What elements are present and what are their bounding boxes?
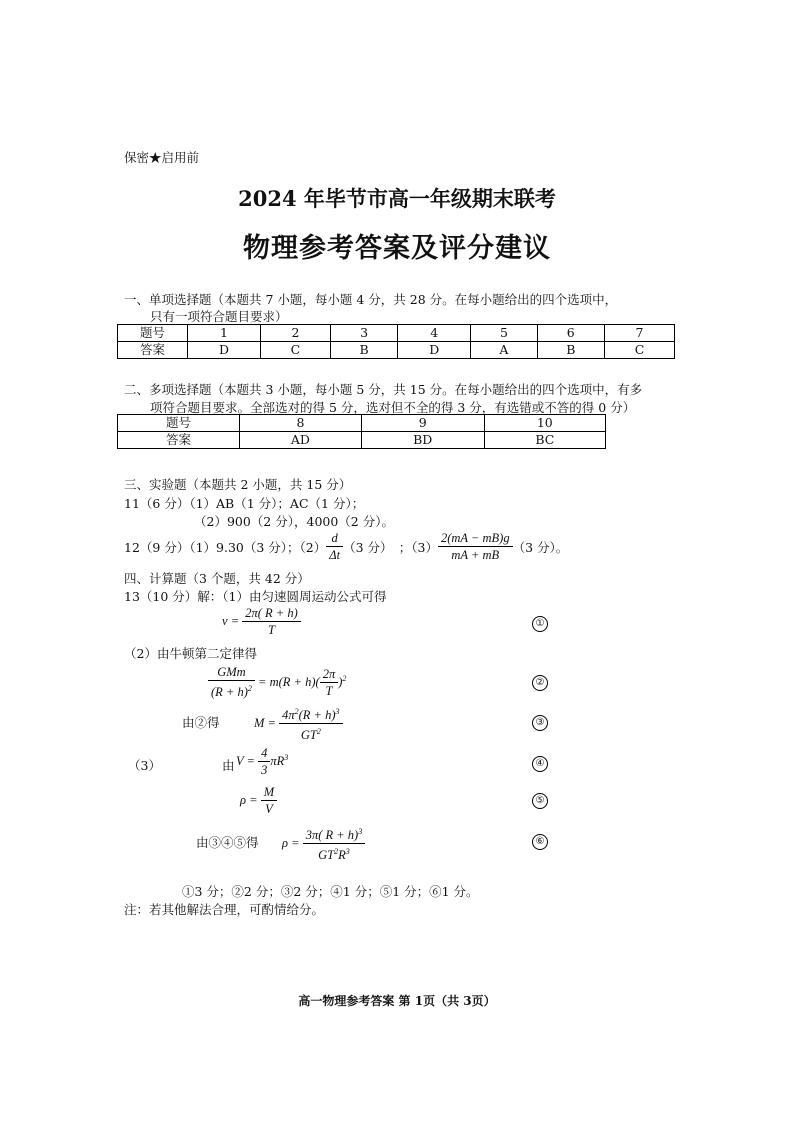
question-number: 1 [188,325,261,342]
q12-line [124,530,568,563]
fraction-denominator: mA + mB [451,548,500,562]
question-number: 4 [398,325,471,342]
equation-mark: ② [532,675,548,691]
from-eq345-label: 由③④⑤得 [196,835,259,850]
section2-heading: 二、多项选择题（本题共 3 小题，每小题 5 分，共 15 分。在每小题给出的四个选项中，有多 [124,382,643,397]
answer-cell: A [471,342,537,359]
confidential-label: 保密★启用前 [124,150,200,165]
q12-suffix: （3 分）。 [512,539,569,555]
table-row [118,325,675,342]
section2-heading-cont: 项符合题目要求。全部选对的得 5 分，选对但不全的得 3 分，有选错或不答的得 0 分） [150,400,636,415]
section3-heading: 三、实验题（本题共 2 小题，共 15 分） [124,477,352,492]
question-number: 7 [604,325,674,342]
q12-mid: （3 分） ；（3） [343,539,438,555]
section1-heading-cont: 只有一项符合题目要求） [150,309,288,324]
table-row [118,415,606,432]
answer-cell: C [260,342,330,359]
q11-line1: 11（6 分）（1）AB（1 分）；AC（1 分）； [124,496,365,511]
section4-heading: 四、计算题（3 个题，共 42 分） [124,571,310,586]
answer-cell: C [604,342,674,359]
answer-cell: B [330,342,397,359]
question-number: 6 [537,325,604,342]
question-number: 2 [260,325,330,342]
equation-velocity: v = $\frac{2\pi( R + h)}{T}$ [222,605,301,638]
document-title: 物理参考答案及评分建议 [243,233,551,264]
multiple-choice-table [117,414,606,449]
answer-cell: AD [240,432,362,449]
equation-mark: ① [532,616,548,632]
part3-label: （3） [128,758,161,773]
answer-cell: B [537,342,604,359]
fraction-denominator: Δt [329,548,341,562]
section1-heading: 一、单项选择题（本题共 7 小题，每小题 4 分，共 28 分。在每小题给出的四个选项中， [124,292,618,307]
question-number: 9 [361,415,484,432]
row-label: 题号 [118,415,240,432]
fraction-numerator: 2(mA − mB)g [438,530,513,547]
row-label: 题号 [118,325,188,342]
part2-label: （2）由牛顿第二定律得 [124,646,257,661]
row-label: 答案 [118,342,188,359]
equation-density-result: ρ = $\frac{3\pi( R + h)^3}{GT^2R^3}$ [282,824,365,863]
question-number: 3 [330,325,397,342]
note-line: 注：若其他解法合理，可酌情给分。 [124,902,325,917]
q12-fraction-d-dt [326,530,343,563]
equation-mass: M = $\frac{4\pi^2(R + h)^3}{GT^2}$ [254,704,343,743]
table-row [118,342,675,359]
equation-volume: V = $\frac{4}{3}$ $\pi R^3$ [236,746,289,777]
scoring-line: ①3 分；②2 分；③2 分；④1 分；⑤1 分；⑥1 分。 [182,884,479,899]
single-choice-table [117,324,675,359]
row-label: 答案 [118,432,240,449]
from-label: 由 [222,758,235,773]
equation-mark: ⑤ [532,793,548,809]
answer-cell: BD [361,432,484,449]
q11-line2: （2）900（2 分），4000（2 分）。 [194,514,394,529]
page-footer: 高一物理参考答案 第 1页（共 3页） [298,994,496,1008]
answer-cell: D [398,342,471,359]
from-eq2-label: 由②得 [182,715,220,730]
question-number: 8 [240,415,362,432]
q12-fraction-acceleration [438,530,513,563]
equation-mark: ④ [532,756,548,772]
exam-title: 2024 年毕节市高一年级期末联考 [238,186,556,211]
fraction-numerator: d [326,530,343,547]
table-row [118,432,606,449]
question-number: 5 [471,325,537,342]
answer-cell: BC [484,432,605,449]
equation-newton: $\frac{\text{GMm}}{(R + h)^2}$ = m(R + h)( $\frac{2\pi}{T}$ )$^2$ [208,664,346,700]
equation-density: ρ = $\frac{M}{V}$ [240,784,277,817]
equation-mark: ③ [532,715,548,731]
equation-mark: ⑥ [532,834,548,850]
answer-cell: D [188,342,261,359]
q12-prefix: 12（9 分）（1）9.30（3 分）；（2） [124,539,327,555]
question-number: 10 [484,415,605,432]
q13-intro: 13（10 分）解：（1）由匀速圆周运动公式可得 [124,589,387,604]
